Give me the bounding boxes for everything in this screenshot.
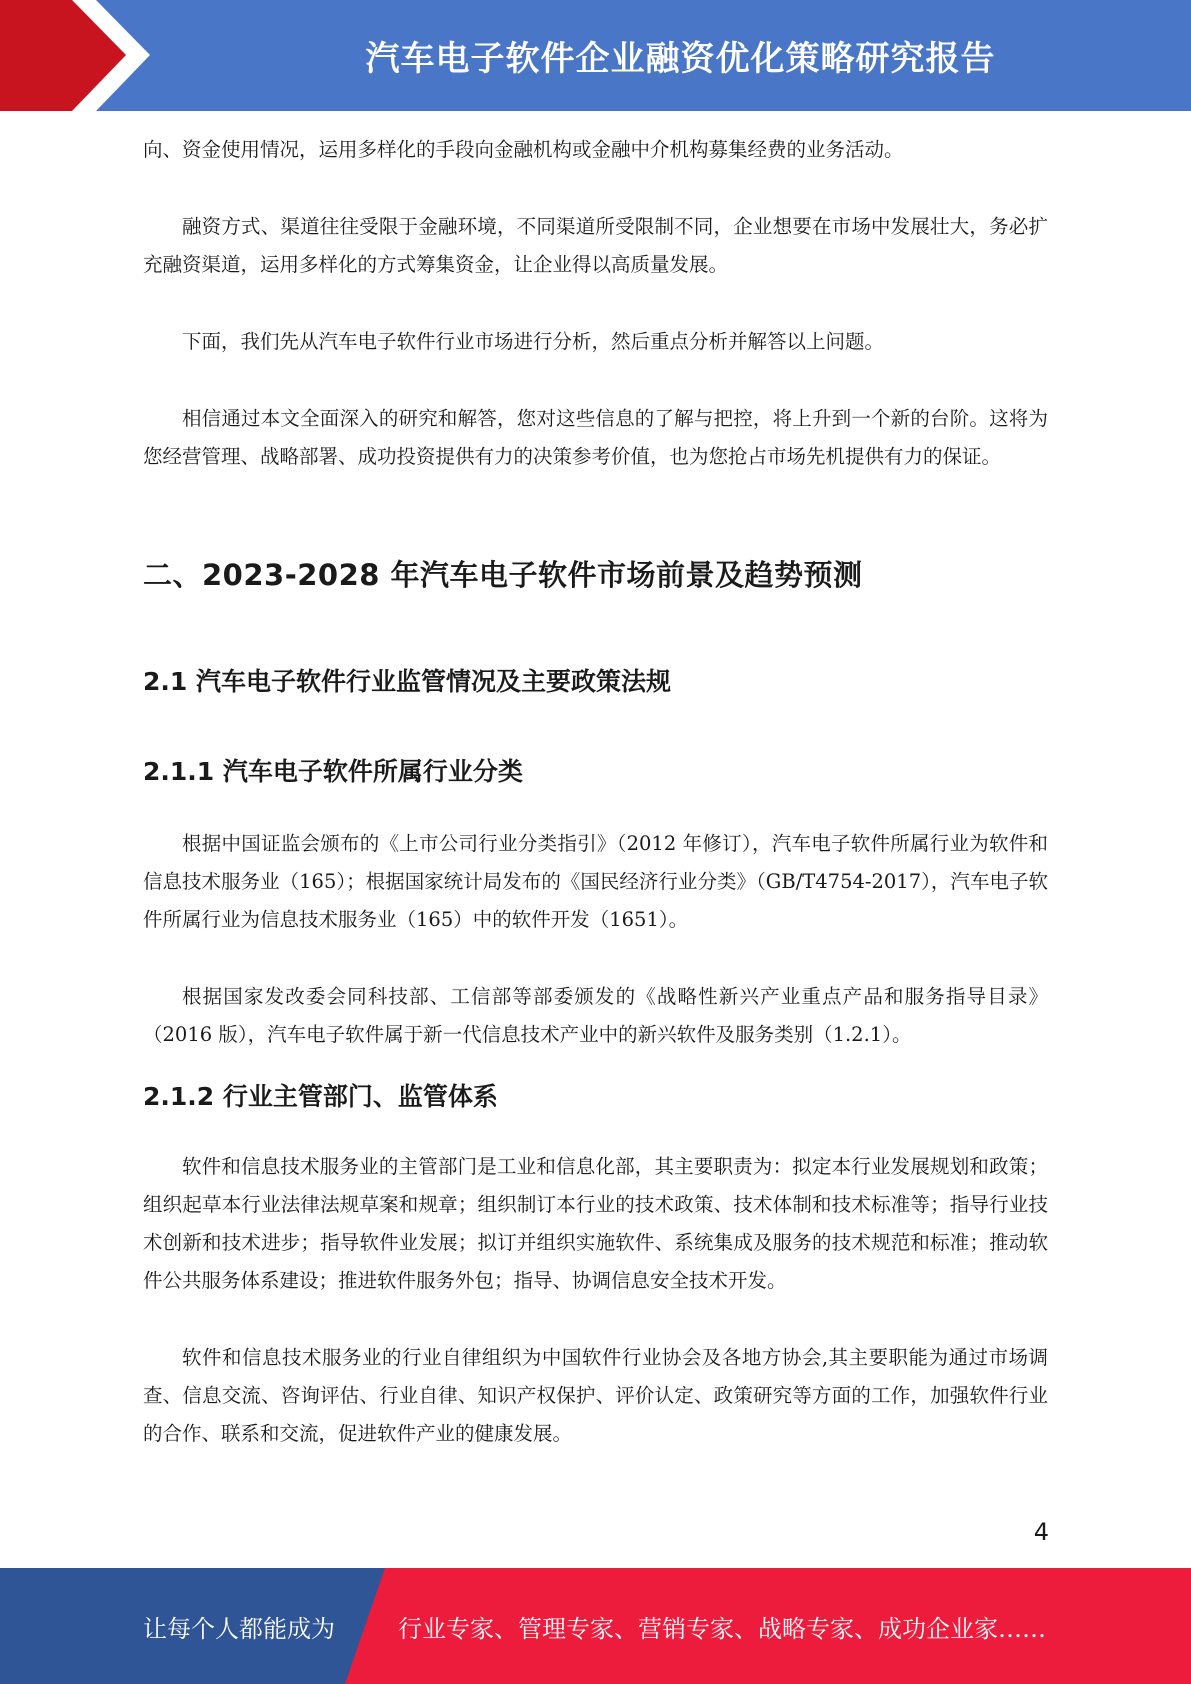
paragraph-7: 软件和信息技术服务业的主管部门是工业和信息化部，其主要职责为：拟定本行业发展规划和政策；组织起草本行业法律法规草案和规章；组织制订本行业的技术政策、技术体制和技术标准等；指导行业技术创新和技术进步；指导软件业发展；拟订并组织实施软件、系统集成及服务的技术规范和标准；推动软件公共服务体系建设；推进软件服务外包；指导、协调信息安全技术开发。 bbox=[143, 1155, 1048, 1292]
footer-slogan-right: 行业专家、管理专家、营销专家、战略专家、成功企业家…… bbox=[398, 1614, 1046, 1643]
body-text-regulation bbox=[143, 1148, 1048, 1453]
page-footer bbox=[0, 1568, 1191, 1684]
paragraph-4: 相信通过本文全面深入的研究和解答，您对这些信息的了解与把控，将上升到一个新的台阶。这将为您经营管理、战略部署、成功投资提供有力的决策参考价值，也为您抢占市场先机提供有力的保证。 bbox=[143, 407, 1048, 468]
header-title: 汽车电子软件企业融资优化策略研究报告 bbox=[365, 39, 996, 79]
footer-slogan-left: 让每个人都能成为 bbox=[143, 1614, 335, 1643]
paragraph-6: 根据国家发改委会同科技部、工信部等部委颁发的《战略性新兴产业重点产品和服务指导目录》（2016 版），汽车电子软件属于新一代信息技术产业中的新兴软件及服务类别（1.2.1）。 bbox=[143, 985, 1048, 1046]
paragraph-3: 下面，我们先从汽车电子软件行业市场进行分析，然后重点分析并解答以上问题。 bbox=[182, 330, 885, 353]
paragraph-8: 软件和信息技术服务业的行业自律组织为中国软件行业协会及各地方协会,其主要职能为通过市场调查、信息交流、咨询评估、行业自律、知识产权保护、评价认定、政策研究等方面的工作，加强软件行业的合作、联系和交流，促进软件产业的健康发展。 bbox=[143, 1346, 1048, 1445]
subsection-heading-2-1-1: 2.1.1 汽车电子软件所属行业分类 bbox=[143, 757, 523, 786]
paragraph-2: 融资方式、渠道往往受限于金融环境，不同渠道所受限制不同，企业想要在市场中发展壮大，务必扩充融资渠道，运用多样化的方式筹集资金，让企业得以高质量发展。 bbox=[143, 215, 1048, 276]
section-heading: 二、2023-2028 年汽车电子软件市场前景及趋势预测 bbox=[143, 558, 863, 592]
paragraph-1: 向、资金使用情况，运用多样化的手段向金融机构或金融中介机构募集经费的业务活动。 bbox=[143, 138, 904, 161]
paragraph-5: 根据中国证监会颁布的《上市公司行业分类指引》（2012 年修订），汽车电子软件所属行业为软件和信息技术服务业（165）；根据国家统计局发布的《国民经济行业分类》（GB/T4754-2017），汽车电子软件所属行业为信息技术服务业（165）中的软件开发（1651）。 bbox=[143, 832, 1048, 931]
header-chevron-shape bbox=[0, 0, 160, 111]
body-text-classification bbox=[143, 825, 1048, 1054]
subsection-heading-2-1-2: 2.1.2 行业主管部门、监管体系 bbox=[143, 1082, 498, 1111]
subsection-heading-2-1: 2.1 汽车电子软件行业监管情况及主要政策法规 bbox=[143, 667, 671, 696]
body-text-top bbox=[143, 131, 1048, 476]
page-header bbox=[0, 0, 1191, 111]
page-number: 4 bbox=[1033, 1518, 1049, 1546]
